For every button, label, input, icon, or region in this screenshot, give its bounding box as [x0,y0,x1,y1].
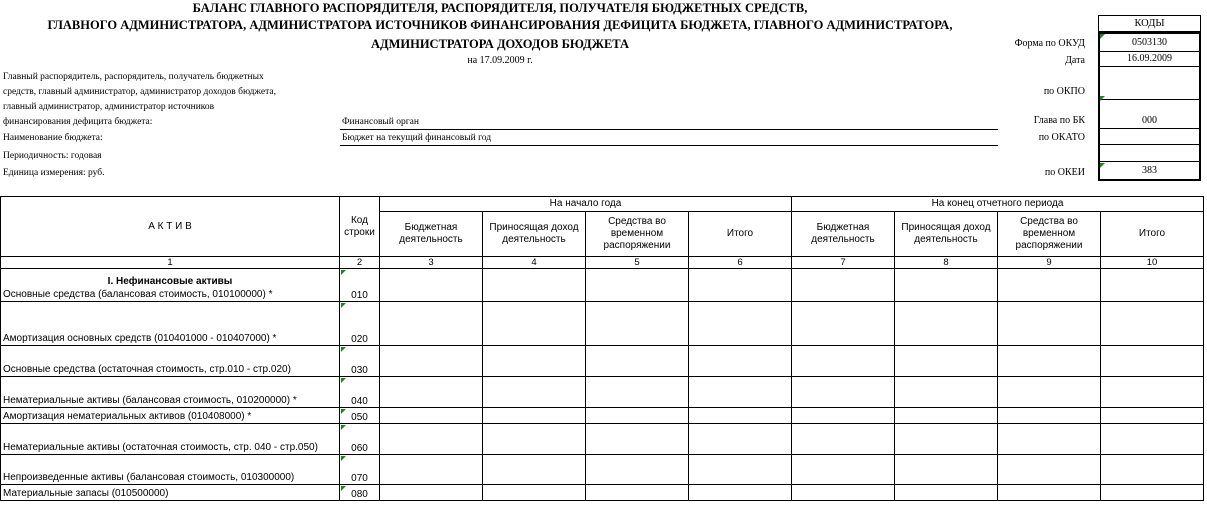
manager-label-3: главный администратор, администратор источников [3,102,215,112]
row-code-text: 010 [351,290,368,301]
col-number: 2 [340,257,380,269]
value-cell[interactable] [689,455,792,485]
cell-marker-icon [341,456,346,461]
table-row [1,302,1204,346]
value-cell[interactable] [895,424,998,455]
table-row [1,269,1204,302]
value-cell[interactable] [689,269,792,302]
cell-marker-icon [341,303,346,308]
value-cell[interactable] [792,269,895,302]
value-cell[interactable] [380,408,483,424]
row-label [1,485,340,501]
row-code [340,346,380,377]
cell-marker-icon [341,347,346,352]
value-cell[interactable] [586,455,689,485]
col-number: 4 [483,257,586,269]
value-cell[interactable] [792,485,895,501]
value-cell[interactable] [998,302,1101,346]
value-cell[interactable] [998,269,1101,302]
value-cell[interactable] [689,346,792,377]
report-title-line-3: АДМИНИСТРАТОРА ДОХОДОВ БЮДЖЕТА [370,37,630,51]
value-cell[interactable] [586,377,689,408]
value-cell[interactable] [895,377,998,408]
value-cell[interactable] [895,485,998,501]
col-number: 5 [586,257,689,269]
row-label [1,455,340,485]
value-cell[interactable] [586,346,689,377]
value-cell[interactable] [1101,269,1204,302]
row-code-text: 060 [351,443,368,454]
glava-label: Глава по БК [1033,115,1085,126]
manager-label-1: Главный распорядитель, распорядитель, получатель бюджетных [3,72,264,82]
value-cell[interactable] [483,485,586,501]
okato-extra-cell [1098,145,1201,162]
sub-header-total: Итого [1101,212,1204,257]
end-period-header: На конец отчетного периода [792,197,1204,212]
okei-label: по ОКЕИ [1044,167,1085,178]
value-cell[interactable] [998,408,1101,424]
col-number: 8 [895,257,998,269]
value-cell[interactable] [998,455,1101,485]
okei-value: 383 [1098,162,1201,181]
sub-header-income: Приносящая доход деятельность [483,212,586,257]
sub-header-budget: Бюджетная деятельность [792,212,895,257]
row-label [1,346,340,377]
value-cell[interactable] [380,485,483,501]
row-label [1,302,340,346]
value-cell[interactable] [380,455,483,485]
row-code [340,408,380,424]
row-code [340,269,380,302]
report-title-line-1: БАЛАНС ГЛАВНОГО РАСПОРЯДИТЕЛЯ, РАСПОРЯДИТЕЛЯ, ПОЛУЧАТЕЛЯ БЮДЖЕТНЫХ СРЕДСТВ, [192,1,808,15]
row-label [1,377,340,408]
value-cell[interactable] [792,455,895,485]
value-cell[interactable] [895,346,998,377]
row-code [340,377,380,408]
value-cell[interactable] [1101,424,1204,455]
value-cell[interactable] [483,377,586,408]
cell-marker-icon [1100,34,1105,39]
value-cell[interactable] [1101,377,1204,408]
value-cell[interactable] [1101,408,1204,424]
value-cell[interactable] [380,377,483,408]
date-value: 16.09.2009 [1098,52,1201,67]
manager-label-4: финансирования дефицита бюджета: [3,117,153,127]
okpo-value [1098,67,1201,100]
value-cell[interactable] [586,424,689,455]
value-cell[interactable] [998,346,1101,377]
cell-marker-icon [341,270,346,275]
report-date: на 17.09.2009 г. [467,55,533,66]
table-row [1,408,1204,424]
row-label-text: Нематериальные активы (балансовая стоимость, 010200000) * [3,395,297,406]
value-cell[interactable] [483,408,586,424]
value-cell[interactable] [586,485,689,501]
row-label-text: Амортизация основных средств (010401000 - 010407000) * [3,333,277,344]
row-label-text: Нематериальные активы (остаточная стоимость, стр. 040 - стр.050) [3,442,318,453]
date-label: Дата [1065,55,1085,66]
report-title-line-2: ГЛАВНОГО АДМИНИСТРАТОРА, АДМИНИСТРАТОРА ИСТОЧНИКОВ ФИНАНСИРОВАНИЯ ДЕФИЦИТА БЮДЖЕТА, ГЛАВНОГО АДМИНИСТРАТОРА, [47,18,953,32]
table-row [1,346,1204,377]
value-cell[interactable] [689,485,792,501]
value-cell[interactable] [483,269,586,302]
value-cell[interactable] [792,346,895,377]
row-label-text: Материальные запасы (010500000) [3,488,169,499]
table-row [1,377,1204,408]
col-number: 10 [1101,257,1204,269]
row-code [340,455,380,485]
sub-header-temporary: Средства во временном распоряжении [998,212,1101,257]
budget-underline [340,145,998,146]
manager-value: Финансовый орган [342,117,419,127]
value-cell[interactable] [792,377,895,408]
value-cell[interactable] [895,269,998,302]
row-label [1,424,340,455]
value-cell[interactable] [586,269,689,302]
value-cell[interactable] [380,269,483,302]
value-cell[interactable] [689,408,792,424]
value-cell[interactable] [792,408,895,424]
row-label [1,269,340,302]
okato-value [1098,129,1201,145]
row-label [1,408,340,424]
row-code-text: 050 [351,412,368,423]
value-cell[interactable] [586,408,689,424]
cell-marker-icon [341,409,346,414]
sub-header-temporary: Средства во временном распоряжении [586,212,689,257]
okud-label: Форма по ОКУД [1014,38,1085,49]
activ-header: А К Т И В [1,197,340,257]
value-cell[interactable] [483,455,586,485]
codes-heading: КОДЫ [1098,15,1201,32]
value-cell[interactable] [483,302,586,346]
glava-value: 000 [1098,100,1201,129]
col-number: 9 [998,257,1101,269]
value-cell[interactable] [689,377,792,408]
row-label-text: Амортизация нематериальных активов (010408000) * [3,411,252,422]
manager-label-2: средств, главный администратор, администратор доходов бюджета, [3,87,276,97]
table-row [1,424,1204,455]
period-label: Периодичность: годовая [3,151,102,161]
sub-header-income: Приносящая доход деятельность [895,212,998,257]
row-label-text: Основные средства (балансовая стоимость, 010100000) * [3,289,273,300]
value-cell[interactable] [895,408,998,424]
unit-label: Единица измерения: руб. [3,168,105,178]
value-cell[interactable] [1101,485,1204,501]
sub-header-budget: Бюджетная деятельность [380,212,483,257]
row-code [340,302,380,346]
col-number: 6 [689,257,792,269]
row-code-text: 070 [351,473,368,484]
value-cell[interactable] [895,455,998,485]
row-code-text: 030 [351,365,368,376]
col-number: 7 [792,257,895,269]
okato-label: по ОКАТО [1038,132,1085,143]
section-title: I. Нефинансовые активы [107,276,233,287]
row-code-text: 040 [351,396,368,407]
col-number: 1 [1,257,340,269]
value-cell[interactable] [380,346,483,377]
cell-marker-icon [341,378,346,383]
row-code-text: 020 [351,334,368,345]
value-cell[interactable] [380,424,483,455]
balance-table [0,196,1204,501]
row-label-text: Непроизведенные активы (балансовая стоимость, 010300000) [3,472,295,483]
value-cell[interactable] [792,302,895,346]
value-cell[interactable] [483,346,586,377]
value-cell[interactable] [380,302,483,346]
value-cell[interactable] [586,302,689,346]
col-number: 3 [380,257,483,269]
value-cell[interactable] [1101,346,1204,377]
row-code-text: 080 [351,489,368,500]
manager-underline [340,129,998,130]
start-year-header: На начало года [380,197,792,212]
budget-value: Бюджет на текущий финансовый год [342,133,492,143]
row-code [340,424,380,455]
cell-marker-icon [341,486,346,491]
cell-marker-icon [341,425,346,430]
row-label-text: Основные средства (остаточная стоимость, стр.010 - стр.020) [3,364,291,375]
table-row [1,455,1204,485]
table-row [1,485,1204,501]
okud-value: 0503130 [1098,32,1201,52]
row-code [340,485,380,501]
value-cell[interactable] [689,424,792,455]
code-header: Код строки [340,197,380,257]
value-cell[interactable] [998,485,1101,501]
value-cell[interactable] [1101,302,1204,346]
value-cell[interactable] [998,424,1101,455]
value-cell[interactable] [895,302,998,346]
value-cell[interactable] [689,302,792,346]
sub-header-total: Итого [689,212,792,257]
value-cell[interactable] [1101,455,1204,485]
value-cell[interactable] [483,424,586,455]
value-cell[interactable] [998,377,1101,408]
value-cell[interactable] [792,424,895,455]
okpo-label: по ОКПО [1043,86,1085,97]
budget-label: Наименование бюджета: [3,133,103,143]
